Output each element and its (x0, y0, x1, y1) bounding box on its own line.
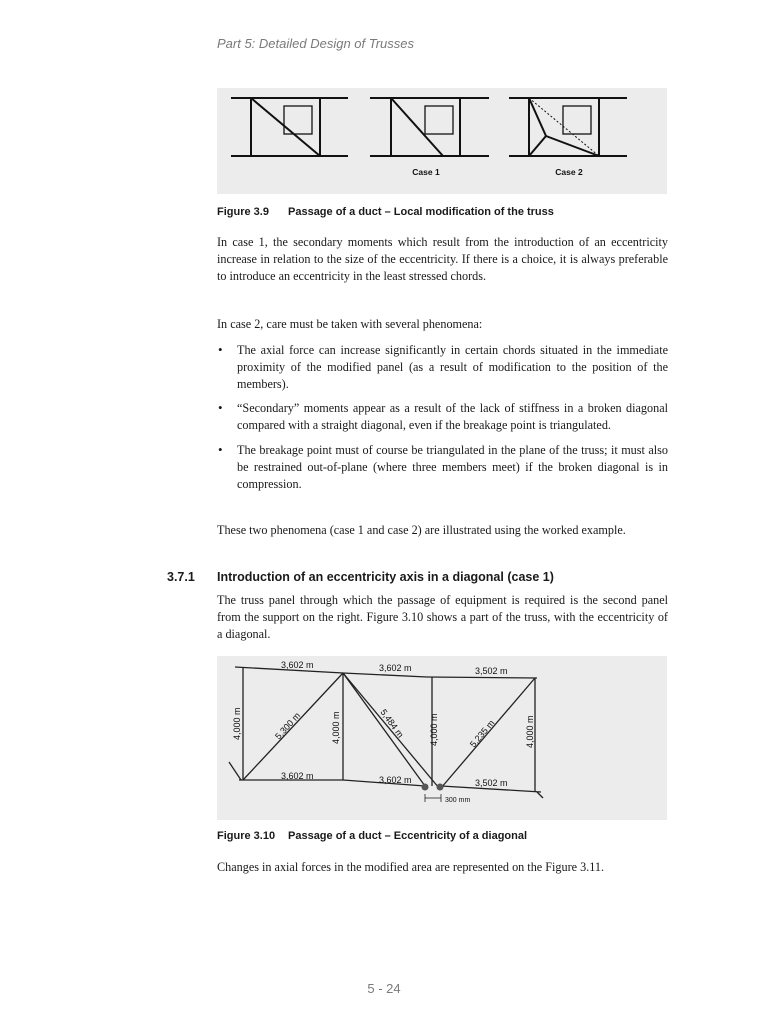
paragraph-truss-panel: The truss panel through which the passage of equipment is required is the second panel from the support on the right. Figure 3.10 shows a part of the truss, with the eccentricity of a diagonal. (217, 593, 668, 641)
diagonal-label-1: 5,300 m (273, 710, 303, 742)
list-item: • The breakage point must of course be triangulated in the plane of the truss; it must also be restrained out-of-plane (where three members meet) if the broken diagonal is in compression. (217, 442, 668, 492)
paragraph-case-1: In case 1, the secondary moments which result from the introduction of an eccentricity increase in relation to the size of the eccentricity. If there is a choice, it is always preferable to introduce an eccentricity in the least stressed chords. (217, 235, 668, 283)
figure-3-9-caption-number: Figure 3.9 (217, 206, 269, 218)
figure-3-10-caption (217, 830, 527, 842)
original-truss-panel (231, 98, 348, 156)
list-item: • “Secondary” moments appear as a result of the lack of stiffness in a broken diagonal compared with a straight diagonal, even if the breakage point is triangulated. (217, 400, 668, 434)
case-1-truss-panel (370, 98, 489, 156)
eccentricity-label: 300 mm (445, 797, 471, 804)
vertical-label-1: 4,000 m (232, 707, 242, 740)
figure-3-9 (217, 88, 667, 194)
figure-3-9-caption-text: Passage of a duct – Local modification of the truss (288, 206, 554, 218)
top-chord-label-3: 3,502 m (475, 666, 508, 676)
page-number: 5 - 24 (367, 981, 401, 996)
bottom-chord-label-2: 3,602 m (379, 775, 412, 785)
section-number: 3.7.1 (167, 570, 195, 584)
case-2-truss-panel (509, 98, 627, 156)
figure-3-10 (217, 656, 667, 820)
top-chord-label-1: 3,602 m (281, 660, 314, 670)
bottom-chord-label-3: 3,502 m (475, 778, 508, 788)
vertical-label-4: 4,000 m (525, 715, 535, 748)
paragraph-illustration: These two phenomena (case 1 and case 2) are illustrated using the worked example. (217, 523, 626, 537)
paragraph-case-2-intro: In case 2, care must be taken with several phenomena: (217, 317, 483, 331)
figure-3-9-drawing (217, 88, 667, 194)
phenomena-list (217, 342, 668, 500)
bottom-chord-label-1: 3,602 m (281, 771, 314, 781)
figure-3-10-drawing (217, 656, 667, 820)
list-item: • The axial force can increase significantly in certain chords situated in the immediate proximity of the modified panel (as a result of modification to the position of the members). (217, 342, 668, 392)
figure-3-10-caption-text: Passage of a duct – Eccentricity of a diagonal (288, 830, 528, 842)
node-marker (437, 784, 444, 791)
top-chord-label-2: 3,602 m (379, 663, 412, 673)
running-header: Part 5: Detailed Design of Trusses (217, 36, 415, 51)
diagonal-label-2: 5,484 m (378, 707, 406, 740)
case-2-label: Case 2 (555, 167, 583, 177)
section-heading (167, 570, 554, 584)
node-marker (422, 784, 429, 791)
section-title: Introduction of an eccentricity axis in a diagonal (case 1) (217, 570, 554, 584)
diagonal-label-3: 5,235 m (467, 717, 497, 750)
case-1-label: Case 1 (412, 167, 440, 177)
vertical-label-2: 4,000 m (331, 711, 341, 744)
vertical-label-3: 4,000 m (429, 713, 439, 746)
figure-3-9-caption (217, 206, 554, 218)
figure-3-10-caption-number: Figure 3.10 (217, 830, 276, 842)
paragraph-axial-forces: Changes in axial forces in the modified area are represented on the Figure 3.11. (217, 860, 605, 874)
